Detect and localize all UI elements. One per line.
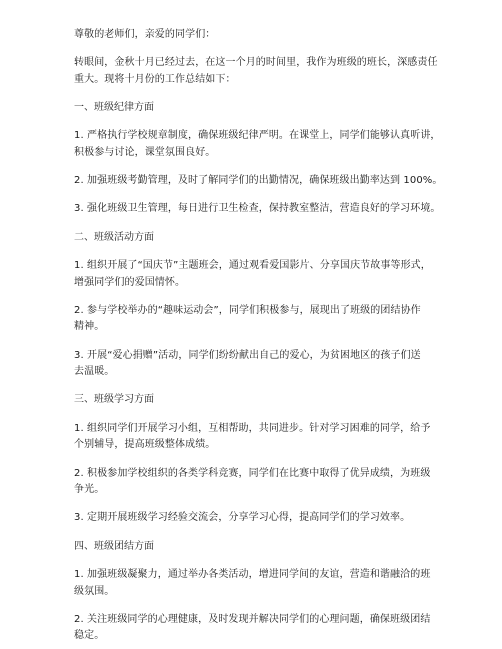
section-heading-study: 三、班级学习方面 — [74, 394, 154, 406]
section-heading-unity: 四、班级团结方面 — [74, 540, 154, 552]
paragraph-line: 个别辅导，提高班级整体成绩。 — [74, 439, 216, 451]
paragraph-line: 积极参与讨论，课堂氛围良好。 — [74, 146, 216, 158]
paragraph-line: 3. 定期开展班级学习经验交流会，分享学习心得，提高同学们的学习效率。 — [74, 512, 411, 524]
paragraph-line: 1. 加强班级凝聚力，通过举办各类活动，增进同学间的友谊，营造和谐融洽的班 — [74, 568, 431, 580]
paragraph-line: 精神。 — [74, 321, 105, 333]
intro-line-1: 转眼间，金秋十月已经过去，在这一个月的时间里，我作为班级的班长，深感责任 — [74, 57, 438, 69]
section-heading-activities: 二、班级活动方面 — [74, 231, 154, 243]
paragraph-line: 2. 参与学校举办的“趣味运动会”，同学们积极参与，展现出了班级的团结协作 — [74, 304, 421, 316]
paragraph-line: 2. 关注班级同学的心理健康，及时发现并解决同学们的心理问题，确保班级团结 — [74, 613, 431, 625]
section-heading-discipline: 一、班级纪律方面 — [74, 102, 154, 114]
paragraph-line: 3. 强化班级卫生管理，每日进行卫生检查，保持教室整洁，营造良好的学习环境。 — [74, 203, 441, 215]
paragraph-line: 1. 严格执行学校规章制度，确保班级纪律严明。在课堂上，同学们能够认真听讲， — [74, 130, 441, 142]
paragraph-line: 2. 积极参加学校组织的各类学科竞赛，同学们在比赛中取得了优异成绩，为班级 — [74, 467, 431, 479]
paragraph-line: 级氛围。 — [74, 585, 115, 597]
paragraph-line: 1. 组织同学们开展学习小组，互相帮助，共同进步。针对学习困难的同学，给予 — [74, 422, 431, 434]
paragraph-line: 增强同学们的爱国情怀。 — [74, 276, 186, 288]
paragraph-line: 去温暖。 — [74, 366, 115, 378]
paragraph-line: 2. 加强班级考勤管理，及时了解同学们的出勤情况，确保班级出勤率达到 100%。 — [74, 175, 443, 187]
paragraph-line: 1. 组织开展了“国庆节”主题班会，通过观看爱国影片、分享国庆节故事等形式， — [74, 259, 431, 271]
greeting: 尊敬的老师们，亲爱的同学们： — [74, 29, 216, 40]
paragraph-line: 稳定。 — [74, 630, 105, 642]
paragraph-line: 3. 开展“爱心捐赠”活动，同学们纷纷献出自己的爱心，为贫困地区的孩子们送 — [74, 349, 421, 361]
intro-line-2: 重大。现将十月份的工作总结如下： — [74, 73, 236, 85]
paragraph-line: 争光。 — [74, 484, 105, 496]
